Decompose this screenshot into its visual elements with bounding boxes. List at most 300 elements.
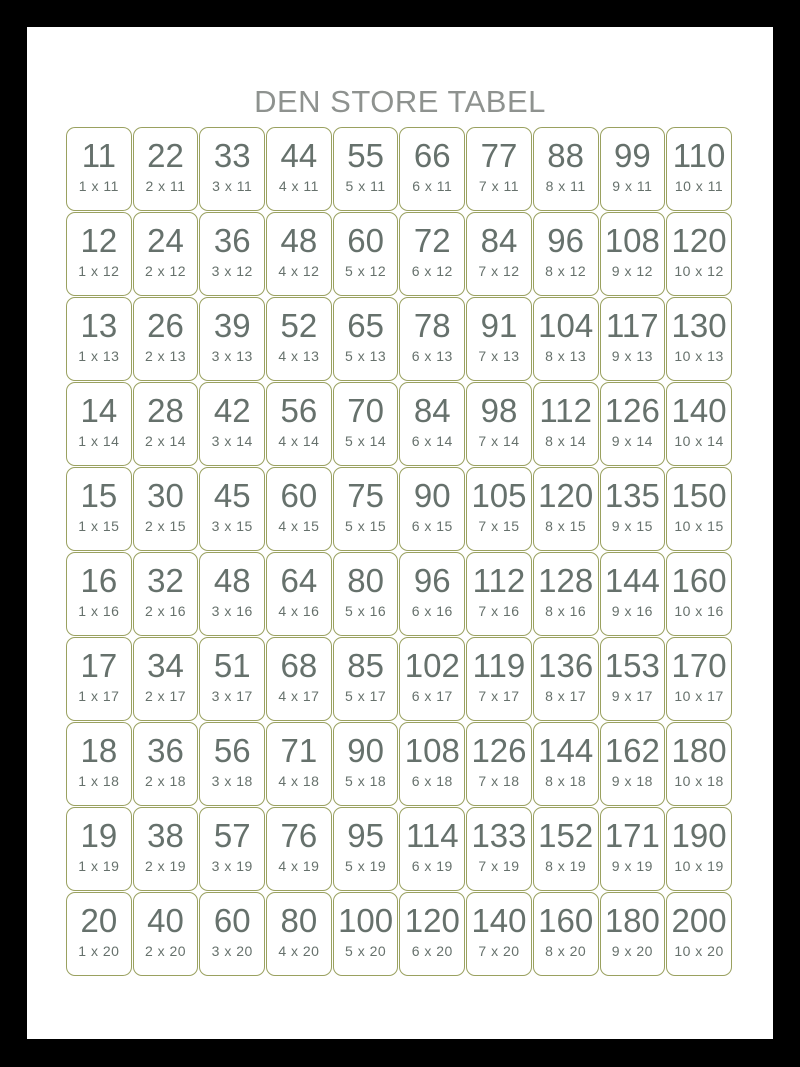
multiplication-expression: 2 x 11 [145,178,186,194]
product-value: 64 [280,562,318,599]
table-cell [66,127,132,211]
multiplication-expression: 4 x 18 [278,773,320,789]
product-value: 104 [538,307,594,344]
product-value: 128 [538,562,594,599]
product-value: 30 [147,477,184,514]
table-cell [600,212,666,296]
table-cell [666,892,732,976]
product-value: 11 [81,137,116,174]
multiplication-expression: 2 x 19 [144,858,187,874]
multiplication-expression: 1 x 19 [78,858,120,874]
multiplication-expression: 8 x 12 [545,263,587,279]
table-cell [399,807,465,891]
product-value: 70 [347,392,384,429]
table-cell [666,467,732,551]
table-cell [66,637,132,721]
table-cell [133,722,199,806]
table-cell [199,637,265,721]
multiplication-expression: 1 x 13 [78,348,120,364]
multiplication-expression: 8 x 11 [545,178,586,194]
multiplication-expression: 4 x 12 [278,263,320,279]
multiplication-expression: 6 x 11 [412,178,453,194]
multiplication-expression: 3 x 12 [211,263,253,279]
multiplication-expression: 5 x 15 [345,518,387,534]
multiplication-expression: 1 x 12 [78,263,120,279]
table-cell [199,552,265,636]
table-cell [266,382,332,466]
table-cell [466,467,532,551]
table-cell [333,212,399,296]
product-value: 15 [80,477,118,514]
table-cell [333,807,399,891]
multiplication-expression: 10 x 20 [674,943,724,959]
table-cell [600,892,666,976]
table-cell [600,552,666,636]
table-cell [199,722,265,806]
table-cell [266,637,332,721]
product-value: 170 [671,647,727,684]
multiplication-expression: 8 x 13 [545,348,587,364]
product-value: 99 [613,137,651,174]
multiplication-expression: 5 x 19 [345,858,387,874]
multiplication-expression: 8 x 15 [545,518,587,534]
multiplication-expression: 10 x 16 [674,603,724,619]
multiplication-expression: 7 x 19 [478,858,520,874]
product-value: 18 [80,732,118,769]
multiplication-expression: 1 x 16 [78,603,120,619]
table-cell [533,212,599,296]
table-cell [333,552,399,636]
product-value: 85 [347,647,384,684]
multiplication-expression: 1 x 17 [78,688,120,704]
product-value: 42 [213,392,251,429]
table-cell [66,467,132,551]
product-value: 126 [604,392,660,429]
table-cell [533,382,599,466]
multiplication-expression: 9 x 16 [611,603,653,619]
table-cell [399,212,465,296]
product-value: 48 [213,562,251,599]
table-cell [333,467,399,551]
multiplication-expression: 7 x 18 [478,773,520,789]
table-cell [333,127,399,211]
product-value: 20 [80,902,118,939]
table-cell [399,892,465,976]
table-cell [66,297,132,381]
product-value: 135 [604,477,660,514]
product-value: 32 [147,562,184,599]
product-value: 52 [280,307,318,344]
product-value: 26 [147,307,184,344]
multiplication-expression: 3 x 17 [211,688,253,704]
product-value: 95 [347,817,384,854]
table-cell [266,127,332,211]
table-cell [533,467,599,551]
multiplication-expression: 2 x 13 [144,348,187,364]
product-value: 57 [213,817,251,854]
table-cell [333,722,399,806]
table-cell [133,382,199,466]
multiplication-expression: 10 x 17 [674,688,724,704]
product-value: 14 [80,392,118,429]
table-cell [600,807,666,891]
multiplication-expression: 6 x 19 [411,858,453,874]
product-value: 117 [606,307,659,344]
product-value: 160 [671,562,727,599]
multiplication-expression: 2 x 12 [144,263,187,279]
table-cell [66,212,132,296]
table-cell [133,467,199,551]
product-value: 91 [480,307,518,344]
multiplication-expression: 7 x 11 [478,178,520,194]
product-value: 16 [80,562,118,599]
table-cell [66,807,132,891]
table-cell [333,297,399,381]
product-value: 68 [280,647,318,684]
table-cell [399,297,465,381]
table-cell [666,637,732,721]
multiplication-expression: 9 x 20 [611,943,653,959]
multiplication-expression: 5 x 11 [345,178,386,194]
product-value: 96 [413,562,451,599]
table-cell [666,382,732,466]
multiplication-expression: 2 x 20 [144,943,187,959]
product-value: 77 [480,137,518,174]
table-cell [66,382,132,466]
multiplication-expression: 4 x 17 [278,688,320,704]
product-value: 144 [538,732,594,769]
table-cell [666,212,732,296]
multiplication-expression: 3 x 11 [212,178,253,194]
product-value: 126 [471,732,527,769]
table-cell [600,722,666,806]
product-value: 100 [338,902,394,939]
multiplication-expression: 4 x 11 [278,178,319,194]
multiplication-expression: 6 x 17 [411,688,453,704]
product-value: 150 [671,477,727,514]
table-cell [666,552,732,636]
product-value: 162 [604,732,660,769]
table-cell [66,722,132,806]
table-cell [666,297,732,381]
product-value: 84 [413,392,451,429]
table-cell [533,297,599,381]
multiplication-expression: 6 x 16 [411,603,453,619]
product-value: 140 [671,392,727,429]
multiplication-expression: 3 x 18 [211,773,253,789]
multiplication-expression: 8 x 16 [545,603,587,619]
product-value: 75 [347,477,384,514]
table-cell [466,127,532,211]
table-cell [133,127,199,211]
product-value: 66 [413,137,451,174]
multiplication-expression: 10 x 15 [674,518,724,534]
multiplication-expression: 5 x 20 [345,943,387,959]
multiplication-expression: 7 x 17 [478,688,520,704]
table-cell [399,722,465,806]
table-cell [199,892,265,976]
product-value: 56 [280,392,318,429]
table-cell [333,637,399,721]
table-cell [333,382,399,466]
product-value: 60 [280,477,318,514]
product-value: 78 [413,307,451,344]
table-cell [266,807,332,891]
table-cell [666,807,732,891]
multiplication-expression: 4 x 14 [278,433,320,449]
multiplication-expression: 3 x 20 [211,943,253,959]
product-value: 144 [604,562,660,599]
multiplication-expression: 8 x 14 [545,433,587,449]
table-cell [399,382,465,466]
multiplication-expression: 4 x 16 [278,603,320,619]
product-value: 17 [80,647,118,684]
multiplication-expression: 10 x 18 [674,773,724,789]
multiplication-expression: 8 x 20 [545,943,587,959]
product-value: 152 [538,817,594,854]
table-cell [133,807,199,891]
table-cell [466,892,532,976]
table-cell [199,467,265,551]
table-cell [600,637,666,721]
table-cell [466,807,532,891]
table-cell [133,552,199,636]
product-value: 119 [472,647,526,684]
multiplication-expression: 4 x 19 [278,858,320,874]
product-value: 120 [538,477,594,514]
table-cell [666,722,732,806]
multiplication-expression: 4 x 13 [278,348,320,364]
multiplication-expression: 7 x 16 [478,603,520,619]
table-cell [466,722,532,806]
product-value: 114 [405,817,459,854]
multiplication-expression: 7 x 14 [478,433,520,449]
multiplication-expression: 9 x 13 [611,348,653,364]
product-value: 39 [213,307,251,344]
product-value: 153 [604,647,660,684]
product-value: 55 [347,137,384,174]
product-value: 171 [604,817,660,854]
product-value: 36 [213,222,251,259]
product-value: 60 [347,222,384,259]
multiplication-expression: 1 x 20 [78,943,120,959]
multiplication-expression: 2 x 17 [144,688,187,704]
product-value: 90 [413,477,451,514]
multiplication-expression: 7 x 13 [478,348,520,364]
multiplication-grid [66,127,733,977]
table-cell [399,637,465,721]
product-value: 90 [347,732,384,769]
table-cell [533,127,599,211]
product-value: 105 [471,477,527,514]
multiplication-expression: 6 x 13 [411,348,453,364]
product-value: 200 [671,902,727,939]
table-cell [600,382,666,466]
product-value: 76 [280,817,318,854]
product-value: 133 [471,817,527,854]
multiplication-expression: 5 x 12 [345,263,387,279]
table-cell [666,127,732,211]
table-cell [266,722,332,806]
multiplication-expression: 2 x 16 [144,603,187,619]
table-cell [466,382,532,466]
product-value: 24 [147,222,184,259]
multiplication-expression: 5 x 13 [345,348,387,364]
multiplication-expression: 5 x 17 [345,688,387,704]
table-cell [199,297,265,381]
multiplication-expression: 3 x 19 [211,858,253,874]
product-value: 38 [147,817,184,854]
product-value: 102 [404,647,460,684]
product-value: 110 [672,137,726,174]
product-value: 65 [347,307,384,344]
multiplication-expression: 8 x 19 [545,858,587,874]
product-value: 112 [472,562,526,599]
table-cell [600,127,666,211]
table-cell [266,892,332,976]
multiplication-expression: 1 x 14 [78,433,120,449]
product-value: 56 [213,732,251,769]
product-value: 72 [413,222,451,259]
table-cell [533,637,599,721]
multiplication-expression: 9 x 12 [611,263,653,279]
product-value: 108 [404,732,460,769]
table-cell [199,382,265,466]
table-cell [266,212,332,296]
multiplication-expression: 3 x 14 [211,433,253,449]
product-value: 180 [604,902,660,939]
product-value: 51 [213,647,251,684]
multiplication-expression: 7 x 12 [478,263,520,279]
table-cell [466,637,532,721]
multiplication-expression: 1 x 15 [78,518,120,534]
product-value: 36 [147,732,184,769]
product-value: 88 [547,137,585,174]
table-cell [600,467,666,551]
product-value: 108 [604,222,660,259]
table-cell [266,552,332,636]
multiplication-expression: 3 x 13 [211,348,253,364]
product-value: 33 [213,137,251,174]
product-value: 48 [280,222,318,259]
product-value: 112 [539,392,592,429]
product-value: 180 [671,732,727,769]
table-cell [133,892,199,976]
multiplication-expression: 8 x 18 [545,773,587,789]
product-value: 160 [538,902,594,939]
product-value: 60 [213,902,251,939]
poster-title: DEN STORE TABEL [254,84,546,119]
table-cell [399,127,465,211]
product-value: 136 [538,647,594,684]
multiplication-expression: 2 x 14 [144,433,187,449]
product-value: 190 [671,817,727,854]
table-cell [399,552,465,636]
table-cell [533,892,599,976]
table-cell [333,892,399,976]
multiplication-expression: 10 x 13 [674,348,724,364]
multiplication-expression: 1 x 18 [78,773,120,789]
product-value: 34 [147,647,184,684]
product-value: 45 [213,477,251,514]
product-value: 140 [471,902,527,939]
multiplication-expression: 4 x 20 [278,943,320,959]
multiplication-expression: 5 x 14 [345,433,387,449]
table-cell [133,637,199,721]
multiplication-expression: 3 x 16 [211,603,253,619]
table-cell [199,212,265,296]
poster-frame [27,27,773,1039]
multiplication-expression: 8 x 17 [545,688,587,704]
multiplication-expression: 10 x 14 [674,433,724,449]
multiplication-expression: 10 x 11 [674,178,724,194]
multiplication-expression: 5 x 16 [345,603,387,619]
multiplication-expression: 1 x 11 [78,178,119,194]
multiplication-expression: 2 x 15 [144,518,187,534]
product-value: 12 [80,222,118,259]
table-cell [466,552,532,636]
product-value: 44 [280,137,318,174]
multiplication-expression: 5 x 18 [345,773,387,789]
table-cell [133,212,199,296]
table-cell [133,297,199,381]
multiplication-expression: 3 x 15 [211,518,253,534]
table-cell [466,297,532,381]
table-cell [199,807,265,891]
product-value: 71 [280,732,318,769]
product-value: 120 [671,222,727,259]
multiplication-expression: 9 x 17 [611,688,653,704]
multiplication-expression: 6 x 14 [411,433,453,449]
table-cell [600,297,666,381]
product-value: 96 [547,222,585,259]
table-cell [66,892,132,976]
table-cell [199,127,265,211]
multiplication-expression: 2 x 18 [144,773,187,789]
product-value: 22 [147,137,184,174]
table-cell [533,807,599,891]
multiplication-expression: 9 x 19 [611,858,653,874]
product-value: 80 [280,902,318,939]
multiplication-expression: 7 x 15 [478,518,520,534]
multiplication-expression: 6 x 12 [411,263,453,279]
product-value: 130 [671,307,727,344]
product-value: 98 [480,392,518,429]
table-cell [266,297,332,381]
table-cell [466,212,532,296]
multiplication-expression: 7 x 20 [478,943,520,959]
product-value: 13 [80,307,118,344]
multiplication-expression: 4 x 15 [278,518,320,534]
product-value: 80 [347,562,384,599]
product-value: 84 [480,222,518,259]
multiplication-expression: 9 x 15 [611,518,653,534]
multiplication-expression: 6 x 18 [411,773,453,789]
table-cell [533,552,599,636]
multiplication-expression: 9 x 14 [611,433,653,449]
multiplication-expression: 6 x 20 [411,943,453,959]
multiplication-expression: 9 x 18 [611,773,653,789]
product-value: 28 [147,392,184,429]
table-cell [66,552,132,636]
table-cell [399,467,465,551]
product-value: 120 [404,902,460,939]
product-value: 40 [147,902,184,939]
multiplication-expression: 10 x 12 [674,263,724,279]
product-value: 19 [80,817,118,854]
multiplication-expression: 10 x 19 [674,858,724,874]
multiplication-expression: 6 x 15 [411,518,453,534]
